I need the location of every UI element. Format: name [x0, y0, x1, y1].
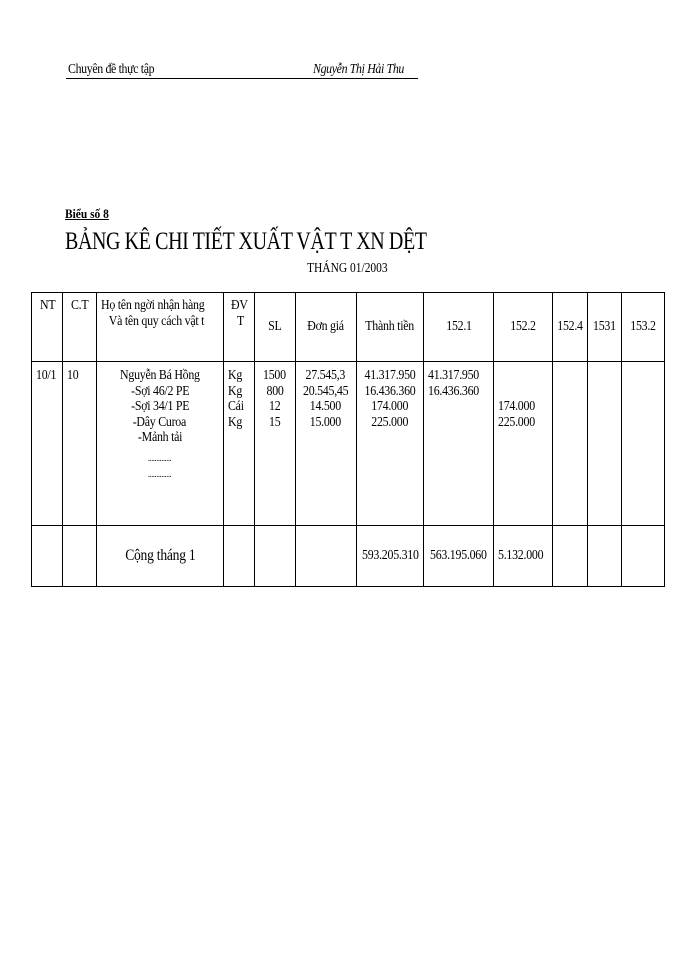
col-header-ct: C.T — [63, 293, 97, 362]
total-cell-1524 — [553, 526, 588, 587]
cell-nt: 10/1 — [32, 362, 63, 526]
col-header-1521: 152.1 — [424, 293, 494, 362]
total-cell-qty — [254, 526, 295, 587]
col-header-amount: Thành tiền — [356, 293, 424, 362]
cell-1522: 174.000 225.000 — [494, 362, 553, 526]
page-title: BẢNG KÊ CHI TIẾT XUẤT VẬT T XN DỆT — [65, 228, 427, 255]
total-cell-1532 — [622, 526, 665, 587]
col-header-unit: ĐV T — [223, 293, 254, 362]
cell-qty: 1500 800 12 15 — [254, 362, 295, 526]
cell-amount: 41.317.950 16.436.360 174.000 225.000 — [356, 362, 424, 526]
total-1522: 5.132.000 — [494, 526, 553, 587]
cell-names: Nguyễn Bá Hồng -Sợi 46/2 PE -Sợi 34/1 PE -Dây Curoa -Mảnh tải .............. .............. — [97, 362, 224, 526]
col-header-qty: SL — [254, 293, 295, 362]
header-right-text: Nguyễn Thị Hải Thu — [313, 61, 405, 76]
col-header-name: Họ tên ngời nhận hàng Và tên quy cách vật t — [97, 293, 224, 362]
col-header-price: Đơn giá — [295, 293, 356, 362]
col-header-1524: 152.4 — [553, 293, 588, 362]
total-cell-1531 — [588, 526, 622, 587]
table-total-row — [32, 526, 665, 587]
table-header-row — [32, 293, 665, 362]
header-underline — [66, 78, 418, 79]
cell-ct: 10 — [63, 362, 97, 526]
total-label: Cộng tháng 1 — [97, 526, 224, 587]
cell-1524 — [553, 362, 588, 526]
cell-1531 — [588, 362, 622, 526]
form-number: Biểu số 8 — [65, 206, 109, 221]
total-1521: 563.195.060 — [424, 526, 494, 587]
total-cell-unit — [223, 526, 254, 587]
cell-1521: 41.317.950 16.436.360 — [424, 362, 494, 526]
header-left-text: Chuyên đề thực tập — [68, 61, 155, 76]
total-cell-price — [295, 526, 356, 587]
cell-units: Kg Kg Cái Kg — [223, 362, 254, 526]
total-cell-ct — [63, 526, 97, 587]
total-cell-nt — [32, 526, 63, 587]
col-header-1522: 152.2 — [494, 293, 553, 362]
col-header-1531: 1531 — [588, 293, 622, 362]
total-amount: 593.205.310 — [356, 526, 424, 587]
page-subtitle: THÁNG 01/2003 — [307, 260, 388, 275]
col-header-nt: NT — [32, 293, 63, 362]
table-row — [32, 362, 665, 526]
cell-price: 27.545,3 20.545,45 14.500 15.000 — [295, 362, 356, 526]
detail-table — [31, 292, 665, 587]
cell-1532 — [622, 362, 665, 526]
col-header-1532: 153.2 — [622, 293, 665, 362]
